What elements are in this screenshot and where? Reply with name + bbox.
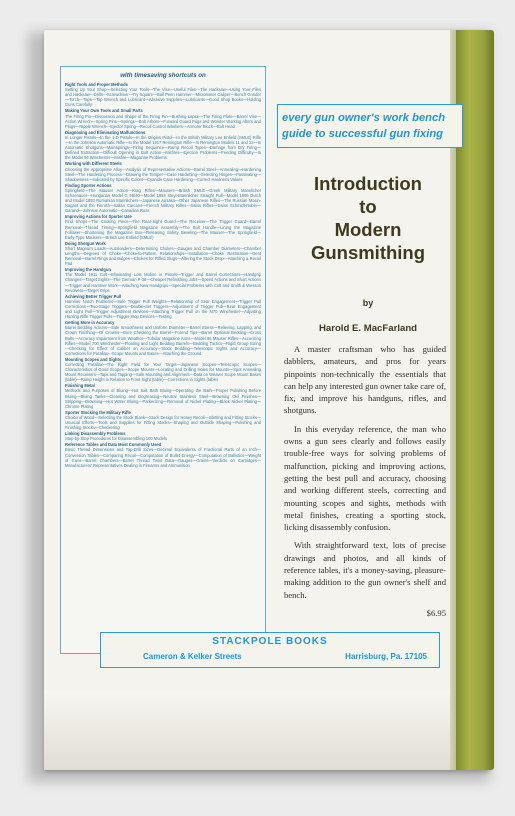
contents-panel [60,66,266,654]
contents-section-title: Doing Shotgun Work [65,240,106,246]
title-line-3: Modern [334,219,402,240]
blurb-paragraph-1: A master craftsman who has guided dabblers, amateurs, and pros for years pinpoints non-technically the essentials that can help any interested gun owner take care of, fix, and improve his handguns, rifles, and shotguns. [284,344,447,416]
contents-section-title: Diagnosing and Eliminating Malfunctions [65,129,146,135]
contents-list [65,82,261,468]
contents-section-items: Methods and Purposes of Bluing—Hot Salt Bath Bluing—Operating the Bath—Proper Polishing Before Bluing—Bluing Tanks—Cleaning and Degreasing—Neutral Stainless Steel—Browning Old Finishes—Stripping—Browning—Hot Water Bluing—Parkerizing—Removal of Nickel Plating—Black Nickel Plating—Chrome Plating [65,388,261,409]
blurb [284,343,446,619]
price: $6.95 [426,607,446,618]
contents-section-title: Making Your Own Tools and Small Parts [65,108,143,114]
contents-section-items: The Model 1911 Colt—Eliminating Lost Motion in Pistols—Trigger and Barrel Corrections—Handgrip Changes—Target Sights—The German P-38—Cheaper Refinishing Jobs—Speed Actions and Short Actions—Trigger and Hammer Work—Attaching New Handgrips—Special Problems with Colt and Smith & Wesson Revolvers—Target Grips [65,272,261,293]
contents-section-items: Setting Up Your Shop—Selecting Your Tools—The Vise—Useful Files—The Hacksaw—Using Your Files and Hacksaw—Drills—Screwdriver—Try Square—Ball Peen Hammer—Micrometer Caliper—Bench Grinder—Torch—Taps—Tap Wrench and Lubricant—Abrasive Supplies—Lubricants—Good Shop Books—Holding Guns Carefully [65,87,261,108]
contents-section-items: Barrel Bedding Actions—Side Smoothness and Uniform Diameter—Barrel Stress—Relieving, Lapping, and Crown Finishing—Of Crowns—Bore Checking the Barrel—Forend Tips—Barrel Optional Bedding—Cross Bolts—Accuracy Impairment from Weather—Tubular Magazine Arms—Model 98 Mauser Rifles—Accurizing Rifles—Model 700 Winchester—Floating and Light Bedding Barrels—Bedding Tactics—Rigid Group Sizing—Checking for Effect of Caliber on Accuracy—Stock Bedding—Telescopic Sights and Accuracy—Corrections for Parallax—Scope Mounts and Bases—Attaching the Ground [65,325,261,356]
contents-section-items: In Longer Pistols—In the 1-D Pistols—In the Origins Pistol—In the British Military Lee Enfield (SMLE) Rifle—In the Johnson Automatic Rifle—In the Model 1917 Remington Rifle—In Remington Models 11 and 12—In Automatic Shotguns—Mainsprings—Firing Sequence—Ramp Recoil Types—Damage from Dry Firing—Defined Extraction—Difficult Opening in Bolt Action—Misfires—Ejection Problems—Feeding Difficulty—In the Model 94 Winchester—Misfire—Magazine Problems [65,134,261,161]
contents-section-items: Hammer Notch Problems—Safe Trigger Pull Weights—Relationship of Sear Engagement—Trigger Pull Corrections—Two-Stage Triggers—Double-Set Triggers—Adjustment of Trigger Pull—Rear Engagement and Light Pull—Trigger Adjustment Devices—Attaching Trigger Pull on the M70 Winchester—Adjusting Hunting Rifle Trigger Pulls—Trigger Stop Devices—Testing [65,298,261,320]
contents-section-items: Basic Thread Dimensions and Tap-Drill Sizes—Decimal Equivalents of Fractional Parts of an Inch—Conversion Tables—Comparing Recoil—Computation of Bullet Energy—Computation of Ballistics—Weight of Guns—Barrel Chambers—Barrel Thread Twist Data—Gauges—Grains—Verdicts on Cartridges—Manufacturers' Representatives Dealing in Firearms and Ammunition [65,447,261,468]
contents-section-items: Choosing the Appropriate Alloy—Analysis of Representative Actions—Barrel Steel—Annealing—Hardening Steel—The Hardening Process—Drawing the Temper—Case Hardening—Selecting Hinges—Passivating—Shadowness—Indicated by Specific Colors—Cyanide Case Hardening—Correct Hardness Values [65,166,261,182]
contents-section-items: The Firing Pin—Discussion and Shape of the Firing Pin—Bushing Lapse—The Firing Plate—Barrel Vise—Action Wrench—Spring Pins—Springs—Bolt Arbors—Forward Guard Pugs and Wonder Working Afters and Plugs—Nipple Wrench—Ejector Spring—Recoil Control Washers—Armorer Block—Bolt Head [65,113,261,129]
tagline-line-1: every gun owner's work bench [282,112,446,124]
contents-section-title: Getting More in Accuracy [65,320,115,326]
contents-section-title: Improving the Handgun [65,267,111,273]
contents-section-items: Springfield—The Mauser Action—Krag Rifles—Mausers—British SMLE—Greek Military Mannlicher Schoenauer—Hungarian Model G 98/40—Model 1893 Steyr-Mannlicher Straight Pull—Model 1895 Dutch and Model 1893 Rumanian Mannlichers—Japanese Arisaka—Other Japanese Rifles—The Russian Mosin-Nagant and the Finnish—Italian Carcano—French Military Rifles—Swiss Rifles—Swiss Schmidt-Rubin—Garand—Johnson Automatic—Canadian Ross [65,187,261,214]
tagline-box [277,104,463,148]
contents-section-title: Improving Actions for Sporter Use [65,214,132,220]
contents-section-title: Achieving Better Trigger Pull [65,293,122,299]
publisher-city: Harrisburg, Pa. 17105 [345,652,427,661]
author-name: Harold E. MacFarland [318,323,418,334]
page-edge [44,690,456,770]
contents-section-title: Finding Sporter Actions [65,182,112,188]
contents-section-items: Short Magnum Loads—Autoloaders—Determining Chokes—Gauges and Chamber Diameters—Chamber Lengths—Degrees of Choke—Choke-to-Pattern Relationships—Installation—Choke Restoration—Dent Removal—Barrel Rings and Bulges—Chokes for Rifled Slugs—Altering the Stock Drop—Attaching a Recoil Pad [65,245,261,267]
contents-heading: with timesaving shortcuts on [120,72,206,79]
title-line-4: Gunsmithing [310,242,426,263]
blurb-paragraph-2: In this everyday reference, the man who owns a gun sees clearly and follows easily trouble-free ways for solving problems of malfunction, picking and improving actions, getting the best pull and accuracy, choosing and working different steels, correcting and mounting scopes and sights, methods with metal finishes, creating a sporting stock, licking disassembly confusion. [284,423,446,533]
contents-section-title: Working with Different Steels [65,161,122,167]
byline: by [362,298,374,308]
publisher-name: STACKPOLE BOOKS [212,636,328,647]
tagline-line-2: guide to successful gun fixing [282,128,443,140]
contents-section-items: Correcting Parallax—The Right Field for Your Target—Japanese Scopes—Telescopic Scopes—Characteristics of Good Scopes—Scope Mounts—Locating and Drilling Holes for Mounts—Spot Annealing Mount Receivers—Taps and Tapping—Safe Mounting and Alignment—Data on Weaver Scope Mount Bases (table)—Ramp Height in Relation to Front Sight (table)—Corrections in Sights (table) [65,361,261,383]
contents-section-items: Choice of Wood—Selecting the Stock Blank—Stock Design for Heavy Recoil—Inletting and Fitting Stocks—Unusual Efforts—Tools and Supplies for Fitting Stocks—Shaping and Outside Shaping—Polishing and Finishing Stocks—Checkering [65,414,261,431]
contents-section-items: Find Shops—The Cocking Piece—The Rear-Sight Guard—The Receiver—The Trigger Guard—Barrel Removal—Thread Timing—Springfield Magazine Assembly—The Bolt Handle—Lining the Magazine Follower—Shortening the Magazine Box—Releasing Safety Beveling—The Mauser—The Springfield—Early-Type Mausers—British Lee Enfield (SMLE) [65,219,261,240]
contents-section-title: Mounting Scopes and Sights [65,356,122,362]
book-title [284,172,452,264]
contents-section-title: Finishing Metal [65,383,95,389]
contents-section-title: Sporter Stocking the Military Rifle [65,409,131,415]
contents-section-title: Reference Tables and Data Most Commonly Used [65,442,162,448]
publisher-street: Cameron & Kelker Streets [143,652,242,661]
contents-section-title: Linking Disassembly Problems [65,431,126,437]
title-line-2: to [359,196,377,217]
blurb-paragraph-3: With straightforward text, lots of precise drawings and photos, and all kinds of reference tables, it's a money-saving, pleasure-making addition to the gun owner's shelf and bench. [284,540,446,600]
contents-section-items: Step-by-Step Procedures for Disassembling 100 Models [65,436,167,442]
title-line-1: Introduction [314,173,422,194]
contents-section-title: Right Tools and Proper Methods [65,82,128,87]
publisher-box [100,632,440,668]
